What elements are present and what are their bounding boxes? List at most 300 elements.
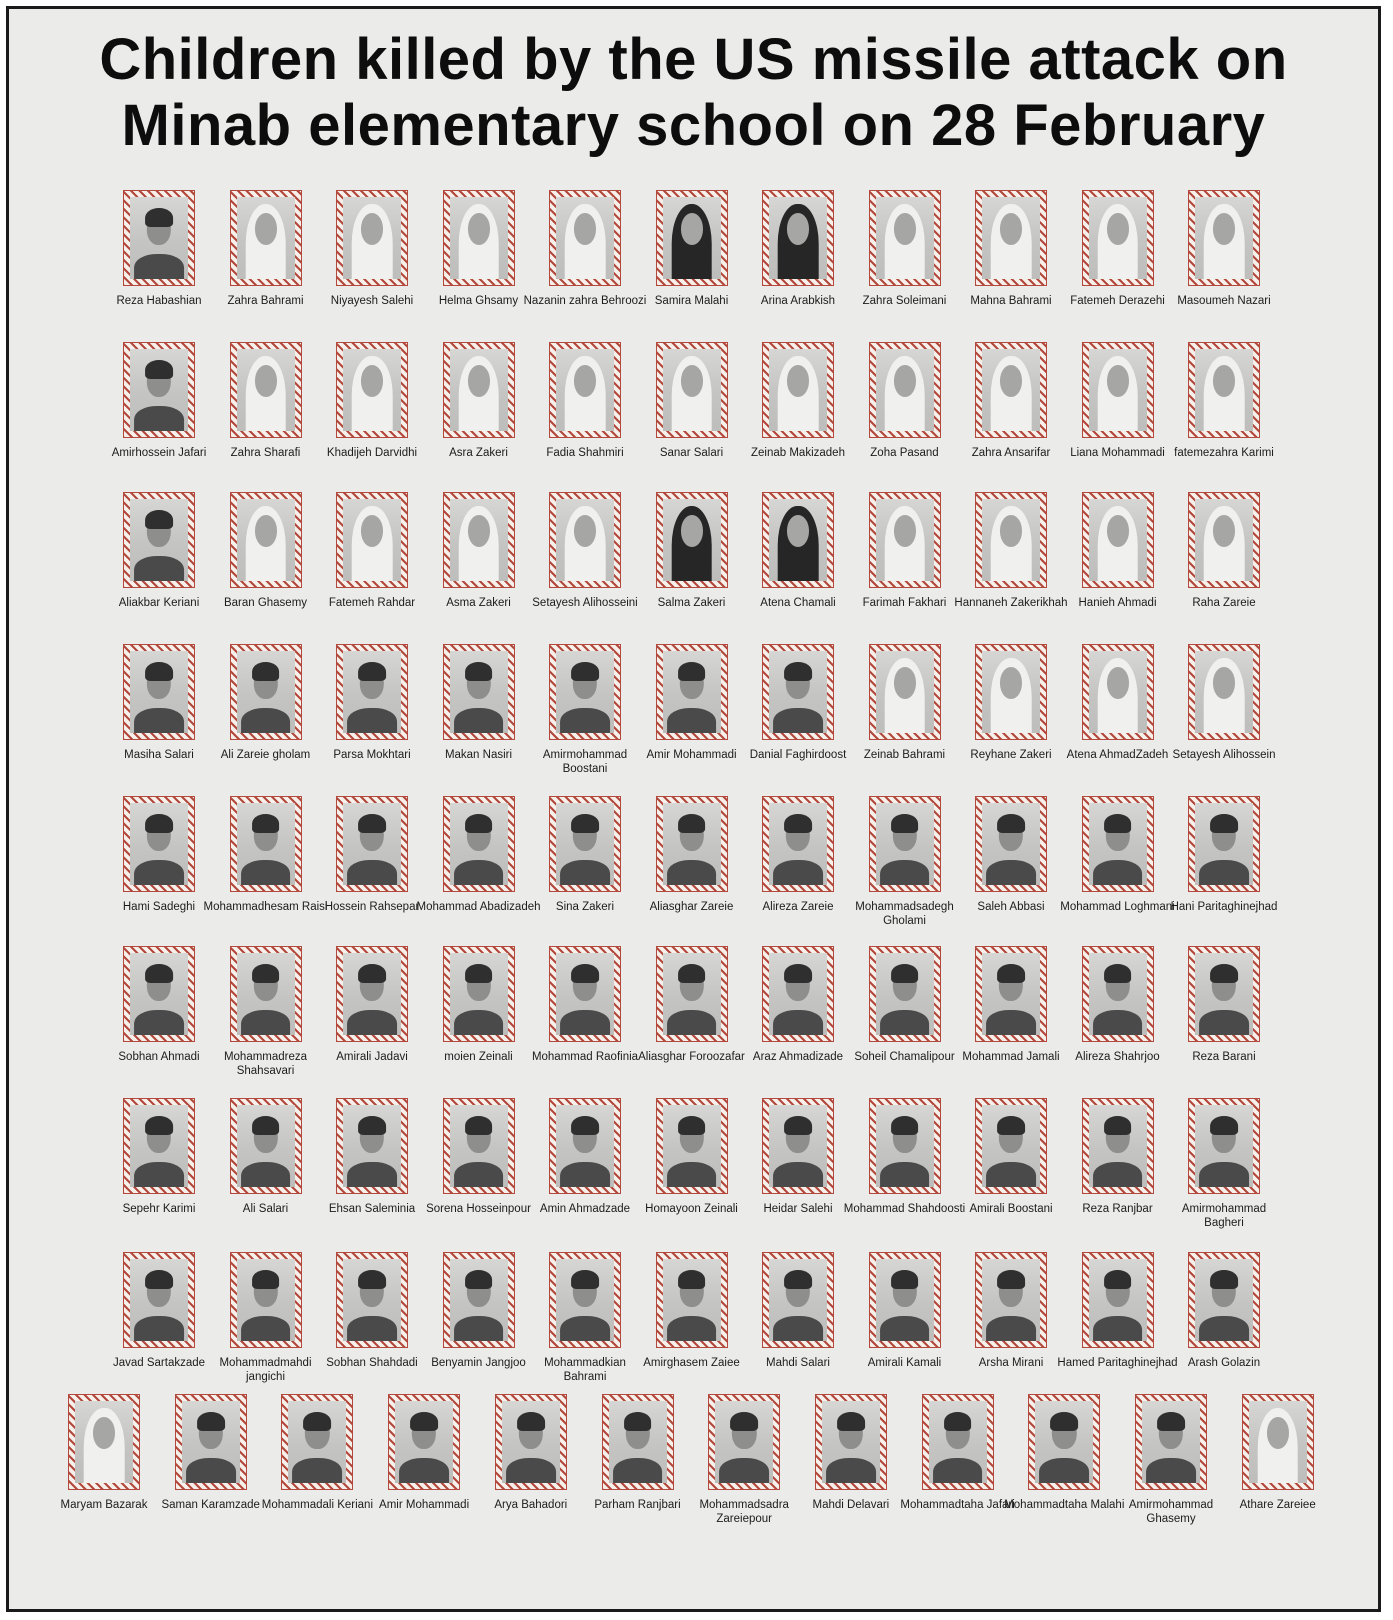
portrait-photo-icon <box>1089 651 1147 733</box>
child-name: Sina Zakeri <box>555 901 615 913</box>
portrait-card <box>211 190 321 360</box>
portrait-frame <box>602 1394 674 1490</box>
portrait-frame <box>230 342 302 438</box>
portrait-card <box>104 644 214 814</box>
portrait-card <box>530 1098 640 1268</box>
portrait-photo-icon <box>343 803 401 885</box>
child-name: Hossein Rahsepar <box>324 901 420 913</box>
portrait-photo-icon <box>1089 349 1147 431</box>
child-name: Setayesh Alihosseini <box>532 597 638 609</box>
portrait-photo-icon <box>450 953 508 1035</box>
portrait-card <box>1169 342 1279 512</box>
portrait-photo-icon <box>1195 651 1253 733</box>
portrait-photo-icon <box>130 651 188 733</box>
child-name: Zoha Pasand <box>870 447 939 459</box>
child-name: Zahra Bahrami <box>227 295 304 307</box>
portrait-frame <box>656 1252 728 1348</box>
portrait-card <box>743 644 853 814</box>
portrait-frame <box>975 946 1047 1042</box>
child-name: Raha Zareie <box>1192 597 1256 609</box>
portrait-frame <box>975 342 1047 438</box>
title-line-2: Minab elementary school on 28 February <box>121 93 1266 158</box>
portrait-frame <box>869 644 941 740</box>
portrait-card <box>1169 796 1279 966</box>
child-name: Mohammadkian Bahrami <box>544 1357 626 1383</box>
portrait-photo-icon <box>982 803 1040 885</box>
portrait-frame <box>869 1252 941 1348</box>
child-name: Mahna Bahrami <box>970 295 1052 307</box>
portrait-card <box>530 796 640 966</box>
portrait-photo-icon <box>1249 1401 1307 1483</box>
portrait-card <box>956 946 1066 1116</box>
child-name: Mohammadhesam Raisi <box>203 901 328 913</box>
portrait-card <box>416 796 541 966</box>
portrait-photo-icon <box>769 1259 827 1341</box>
portrait-card <box>850 644 960 814</box>
portrait-frame <box>1188 342 1260 438</box>
portrait-photo-icon <box>876 651 934 733</box>
child-name: Mohammadmahdi jangichi <box>219 1357 312 1383</box>
portrait-photo-icon <box>982 1259 1040 1341</box>
portrait-card <box>530 644 640 814</box>
child-name: Atena Chamali <box>760 597 836 609</box>
portrait-photo-icon <box>237 1259 295 1341</box>
portrait-photo-icon <box>1089 1105 1147 1187</box>
child-name: Arsha Mirani <box>978 1357 1044 1369</box>
child-name: Mohammadsadra Zareiepour <box>699 1499 789 1525</box>
portrait-frame <box>549 492 621 588</box>
portrait-card <box>1004 1394 1125 1564</box>
portrait-frame <box>1188 1098 1260 1194</box>
portrait-frame <box>1188 946 1260 1042</box>
portrait-card <box>262 1394 372 1564</box>
portrait-frame <box>443 644 515 740</box>
portrait-frame <box>123 342 195 438</box>
portrait-frame <box>1082 1098 1154 1194</box>
child-name: Hamed Paritaghinejhad <box>1057 1357 1178 1369</box>
portrait-frame <box>762 644 834 740</box>
child-name: Khadijeh Darvidhi <box>326 447 418 459</box>
portrait-frame <box>336 492 408 588</box>
portrait-card <box>956 190 1066 360</box>
portrait-frame <box>815 1394 887 1490</box>
portrait-photo-icon <box>75 1401 133 1483</box>
portrait-photo-icon <box>237 197 295 279</box>
portrait-card <box>523 190 647 360</box>
portrait-frame <box>443 946 515 1042</box>
child-name: Amirghasem Zaiee <box>643 1357 740 1369</box>
portrait-photo-icon <box>556 197 614 279</box>
portrait-photo-icon <box>556 1105 614 1187</box>
portrait-frame <box>443 1098 515 1194</box>
portrait-photo-icon <box>450 197 508 279</box>
child-name: Baran Ghasemy <box>223 597 308 609</box>
child-name: Maryam Bazarak <box>60 1499 148 1511</box>
child-name: Salma Zakeri <box>657 597 726 609</box>
child-name: Liana Mohammadi <box>1070 447 1165 459</box>
portrait-card <box>1060 796 1175 966</box>
portrait-card <box>424 1098 534 1268</box>
child-name: Asra Zakeri <box>449 447 508 459</box>
portrait-frame <box>656 1098 728 1194</box>
portrait-photo-icon <box>663 953 721 1035</box>
portrait-card <box>637 644 747 814</box>
child-name: Sobhan Shahdadi <box>326 1357 418 1369</box>
portrait-photo-icon <box>982 499 1040 581</box>
portrait-frame <box>762 492 834 588</box>
child-name: Araz Ahmadizade <box>752 1051 844 1063</box>
portrait-photo-icon <box>876 803 934 885</box>
portrait-frame <box>656 946 728 1042</box>
child-name: Mohammadsadegh Gholami <box>855 901 954 927</box>
portrait-frame <box>336 190 408 286</box>
child-name: Amin Ahmadzade <box>539 1203 631 1215</box>
portrait-frame <box>1082 190 1154 286</box>
child-name: Amirali Boostani <box>969 1203 1053 1215</box>
portrait-card <box>1169 644 1279 814</box>
portrait-photo-icon <box>982 349 1040 431</box>
portrait-photo-icon <box>1195 349 1253 431</box>
child-name: Amirmohammad Ghasemy <box>1128 1499 1214 1525</box>
portrait-card <box>530 946 640 1116</box>
child-name: Samira Malahi <box>654 295 729 307</box>
portrait-card <box>743 946 853 1116</box>
portrait-photo-icon <box>1195 1259 1253 1341</box>
portrait-photo-icon <box>130 953 188 1035</box>
portrait-card <box>49 1394 159 1564</box>
portrait-frame <box>230 644 302 740</box>
portrait-photo-icon <box>450 1105 508 1187</box>
portrait-photo-icon <box>1089 197 1147 279</box>
portrait-card <box>211 492 321 662</box>
portrait-card <box>850 946 960 1116</box>
portrait-card <box>1063 342 1173 512</box>
child-name: Reza Habashian <box>116 295 202 307</box>
portrait-frame <box>1082 796 1154 892</box>
portrait-card <box>956 796 1066 966</box>
child-name: Amirali Jadavi <box>336 1051 408 1063</box>
child-name: Arya Bahadori <box>494 1499 568 1511</box>
child-name: Atena AhmadZadeh <box>1066 749 1169 761</box>
child-name: Mohammadtaha Malahi <box>1004 1499 1125 1511</box>
child-name: Ali Zareie gholam <box>220 749 311 761</box>
portrait-card <box>637 1098 747 1268</box>
portrait-photo-icon <box>1195 197 1253 279</box>
child-name: Aliasghar Zareie <box>649 901 734 913</box>
child-name: Javad Sartakzade <box>112 1357 206 1369</box>
portrait-photo-icon <box>130 1105 188 1187</box>
child-name: Soheil Chamalipour <box>854 1051 955 1063</box>
portrait-card <box>956 342 1066 512</box>
portrait-frame <box>123 946 195 1042</box>
portrait-frame <box>656 342 728 438</box>
portrait-card <box>1169 190 1279 360</box>
child-name: Zahra Soleimani <box>862 295 947 307</box>
portrait-card <box>743 190 853 360</box>
child-name: Asma Zakeri <box>446 597 511 609</box>
child-name: Zeinab Bahrami <box>863 749 946 761</box>
child-name: Reyhane Zakeri <box>970 749 1052 761</box>
portrait-photo-icon <box>343 349 401 431</box>
portrait-photo-icon <box>130 1259 188 1341</box>
portrait-photo-icon <box>663 1259 721 1341</box>
child-name: Sepehr Karimi <box>122 1203 196 1215</box>
child-name: Aliasghar Foroozafar <box>638 1051 745 1063</box>
child-name: Masiha Salari <box>124 749 194 761</box>
child-name: Mohammadreza Shahsavari <box>223 1051 308 1077</box>
portrait-card <box>1169 946 1279 1116</box>
portrait-card <box>1063 1098 1173 1268</box>
portrait-photo-icon <box>237 349 295 431</box>
portrait-photo-icon <box>769 349 827 431</box>
portrait-frame <box>123 1098 195 1194</box>
portrait-photo-icon <box>1035 1401 1093 1483</box>
portrait-frame <box>1082 946 1154 1042</box>
child-name: Parsa Mokhtari <box>333 749 411 761</box>
portrait-frame <box>975 796 1047 892</box>
child-name: Setayesh Alihossein <box>1172 749 1276 761</box>
child-name: Alireza Zareie <box>762 901 834 913</box>
portrait-photo-icon <box>556 953 614 1035</box>
portrait-photo-icon <box>288 1401 346 1483</box>
portrait-frame <box>123 492 195 588</box>
portrait-frame <box>549 796 621 892</box>
portrait-frame <box>336 946 408 1042</box>
portrait-photo-icon <box>663 651 721 733</box>
portrait-card <box>317 1098 427 1268</box>
poster-title <box>9 27 1378 159</box>
portrait-photo-icon <box>929 1401 987 1483</box>
portrait-card <box>1063 644 1173 814</box>
child-name: Danial Faghirdoost <box>749 749 847 761</box>
portrait-card <box>317 190 427 360</box>
portrait-frame <box>336 1252 408 1348</box>
portrait-card <box>1223 1394 1333 1564</box>
portrait-frame <box>549 946 621 1042</box>
portrait-card <box>156 1394 266 1564</box>
portrait-photo-icon <box>769 499 827 581</box>
portrait-photo-icon <box>1089 953 1147 1035</box>
portrait-photo-icon <box>1089 1259 1147 1341</box>
portrait-photo-icon <box>769 953 827 1035</box>
portrait-photo-icon <box>556 803 614 885</box>
child-name: Saleh Abbasi <box>977 901 1045 913</box>
child-name: Mohammad Loghmani <box>1060 901 1175 913</box>
child-name: Sobhan Ahmadi <box>118 1051 200 1063</box>
portrait-card <box>317 644 427 814</box>
portrait-frame <box>1082 342 1154 438</box>
portrait-frame <box>123 1252 195 1348</box>
portrait-photo-icon <box>1195 803 1253 885</box>
portrait-frame <box>975 190 1047 286</box>
child-name: Ali Salari <box>242 1203 289 1215</box>
portrait-photo-icon <box>450 651 508 733</box>
child-name: Farimah Fakhari <box>862 597 947 609</box>
portrait-card <box>317 492 427 662</box>
child-name: Ehsan Saleminia <box>328 1203 416 1215</box>
child-name: moien Zeinali <box>444 1051 513 1063</box>
portrait-card <box>211 1098 321 1268</box>
portrait-frame <box>123 190 195 286</box>
portrait-frame <box>1082 1252 1154 1348</box>
child-name: Mohammadali Keriani <box>261 1499 373 1511</box>
portrait-frame <box>388 1394 460 1490</box>
child-name: Amirali Kamali <box>867 1357 942 1369</box>
portrait-photo-icon <box>876 349 934 431</box>
child-name: Mohammad Shahdoosti <box>843 1203 966 1215</box>
portrait-photo-icon <box>982 1105 1040 1187</box>
child-name: Homayoon Zeinali <box>645 1203 738 1215</box>
portrait-frame <box>975 492 1047 588</box>
portrait-card <box>1063 492 1173 662</box>
portrait-photo-icon <box>237 803 295 885</box>
child-name: Helma Ghsamy <box>438 295 519 307</box>
portrait-photo-icon <box>130 197 188 279</box>
portrait-card <box>1169 492 1279 662</box>
portrait-frame <box>708 1394 780 1490</box>
portrait-frame <box>230 946 302 1042</box>
portrait-card <box>956 1098 1066 1268</box>
portrait-photo-icon <box>343 197 401 279</box>
portrait-card <box>743 492 853 662</box>
portrait-photo-icon <box>450 499 508 581</box>
child-name: Mohammad Jamali <box>962 1051 1060 1063</box>
portrait-card <box>530 492 640 662</box>
portrait-card <box>956 644 1066 814</box>
portrait-card <box>211 946 321 1116</box>
portrait-photo-icon <box>343 1259 401 1341</box>
child-name: Fatemeh Derazehi <box>1070 295 1165 307</box>
child-name: Saman Karamzade <box>161 1499 260 1511</box>
portrait-card <box>1063 946 1173 1116</box>
portrait-card <box>637 492 747 662</box>
portrait-frame <box>869 342 941 438</box>
child-name: Amir Mohammadi <box>379 1499 470 1511</box>
portrait-card <box>850 190 960 360</box>
portrait-photo-icon <box>450 349 508 431</box>
portrait-card <box>689 1394 799 1564</box>
portrait-frame <box>549 644 621 740</box>
child-name: Amirmohammad Boostani <box>542 749 628 775</box>
child-name: Aliakbar Keriani <box>118 597 200 609</box>
child-name: Arina Arabkish <box>760 295 836 307</box>
portrait-frame <box>549 1098 621 1194</box>
portrait-card <box>104 796 214 966</box>
portrait-photo-icon <box>237 1105 295 1187</box>
portrait-card <box>317 946 427 1116</box>
portrait-frame <box>1188 1252 1260 1348</box>
portrait-photo-icon <box>237 953 295 1035</box>
child-name: Nazanin zahra Behroozi <box>523 295 647 307</box>
portrait-photo-icon <box>876 953 934 1035</box>
portrait-frame <box>1135 1394 1207 1490</box>
portrait-frame <box>1188 644 1260 740</box>
child-name: fatemezahra Karimi <box>1174 447 1274 459</box>
memorial-poster <box>6 6 1381 1612</box>
portrait-photo-icon <box>1142 1401 1200 1483</box>
portrait-card <box>424 946 534 1116</box>
portrait-card <box>743 342 853 512</box>
portrait-frame <box>443 342 515 438</box>
portrait-photo-icon <box>609 1401 667 1483</box>
portrait-photo-icon <box>343 953 401 1035</box>
portrait-photo-icon <box>1195 499 1253 581</box>
portrait-frame <box>762 342 834 438</box>
child-name: Sorena Hosseinpour <box>426 1203 531 1215</box>
portrait-frame <box>549 190 621 286</box>
portrait-frame <box>975 1252 1047 1348</box>
portrait-frame <box>762 1098 834 1194</box>
portrait-photo-icon <box>502 1401 560 1483</box>
portrait-card <box>637 796 747 966</box>
portrait-frame <box>869 1098 941 1194</box>
portrait-frame <box>1082 492 1154 588</box>
child-name: Zahra Ansarifar <box>971 447 1051 459</box>
child-name: Benyamin Jangjoo <box>431 1357 526 1369</box>
portrait-card <box>583 1394 693 1564</box>
portrait-card <box>843 1098 966 1268</box>
portrait-photo-icon <box>1089 499 1147 581</box>
portrait-card <box>424 342 534 512</box>
portrait-card <box>1063 190 1173 360</box>
portrait-photo-icon <box>663 197 721 279</box>
portrait-frame <box>869 492 941 588</box>
portrait-frame <box>443 1252 515 1348</box>
child-name: Masoumeh Nazari <box>1177 295 1271 307</box>
child-name: Amirhossein Jafari <box>111 447 207 459</box>
child-name: Fatemeh Rahdar <box>328 597 416 609</box>
portrait-photo-icon <box>663 499 721 581</box>
child-name: Reza Barani <box>1192 1051 1256 1063</box>
portrait-card <box>317 342 427 512</box>
portrait-frame <box>123 796 195 892</box>
portrait-card <box>369 1394 479 1564</box>
portrait-card <box>850 796 960 966</box>
portrait-frame <box>869 796 941 892</box>
portrait-frame <box>123 644 195 740</box>
portrait-card <box>1169 1098 1279 1268</box>
portrait-photo-icon <box>982 651 1040 733</box>
portrait-frame <box>336 796 408 892</box>
portrait-frame <box>762 796 834 892</box>
child-name: Makan Nasiri <box>444 749 513 761</box>
portrait-frame <box>336 1098 408 1194</box>
portrait-frame <box>549 342 621 438</box>
portrait-frame <box>549 1252 621 1348</box>
portrait-photo-icon <box>343 651 401 733</box>
child-name: Mohammad Abadizadeh <box>416 901 541 913</box>
portrait-card <box>104 190 214 360</box>
portrait-photo-icon <box>237 651 295 733</box>
portrait-photo-icon <box>769 1105 827 1187</box>
child-name: Zahra Sharafi <box>230 447 301 459</box>
portrait-photo-icon <box>982 197 1040 279</box>
child-name: Athare Zareiee <box>1239 1499 1316 1511</box>
portrait-frame <box>443 190 515 286</box>
child-name: Mahdi Salari <box>766 1357 830 1369</box>
child-name: Reza Ranjbar <box>1082 1203 1153 1215</box>
child-name: Arash Golazin <box>1187 1357 1261 1369</box>
portrait-photo-icon <box>556 349 614 431</box>
portrait-frame <box>230 1252 302 1348</box>
portrait-frame <box>762 946 834 1042</box>
portrait-photo-icon <box>130 803 188 885</box>
child-name: Hannaneh Zakerikhah <box>954 597 1068 609</box>
portrait-frame <box>1082 644 1154 740</box>
portrait-frame <box>656 492 728 588</box>
child-name: Hani Paritaghinejhad <box>1170 901 1278 913</box>
portrait-frame <box>922 1394 994 1490</box>
